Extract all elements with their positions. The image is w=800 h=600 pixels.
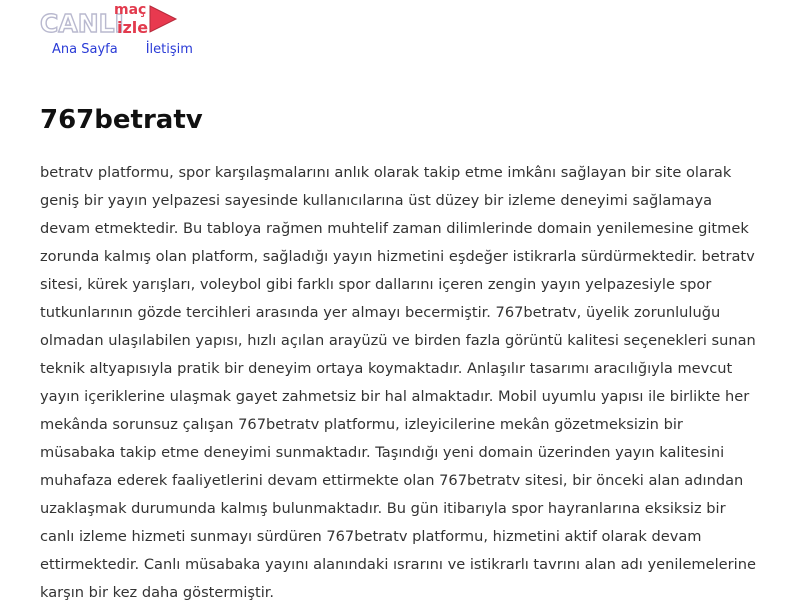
site-logo[interactable] — [40, 0, 180, 40]
main-nav — [52, 41, 193, 59]
site-header — [40, 0, 760, 66]
article-body: betratv platformu, spor karşılaşmalarını anlık olarak takip etme imkânı sağlayan bir site olarak geniş bir yayın yelpazesi sayesinde kullanıcılarına üst düzey bir izleme deneyimi sağlamaya devam etmektedir. Bu tabloya rağmen muhtelif zaman dilimlerinde domain yenilemesine gitmek zorunda kalmış olan platform, sağladığı yayın hizmetini eşdeğer istikrarla sürdürmektedir. betratv sitesi, kürek yarışları, voleybol gibi farklı spor dallarını içeren zengin yayın yelpazesiyle spor tutkunlarının gözde tercihleri arasında yer almayı becermiştir. 767betratv, üyelik zorunluluğu olmadan ulaşılabilen yapısı, hızlı açılan arayüzü ve birden fazla görüntü kalitesi seçenekleri sunan teknik altyapısıyla pratik bir deneyim ortaya koymaktadır. Anlaşılır tasarımı aracılığıyla mevcut yayın içeriklerine ulaşmak gayet zahmetsiz bir hal almaktadır. Mobil uyumlu yapısı ile birlikte her mekânda sorunsuz çalışan 767betratv platformu, izleyicilerine mekân gözetmeksizin bir müsabaka takip etme deneyimi sunmaktadır. Taşındığı yeni domain üzerinden yayın kalitesini muhafaza ederek faaliyetlerini devam ettirmekte olan 767betratv sitesi, bir önceki alan adından uzaklaşmak durumunda kalmış bulunmaktadır. Bu gün itibarıyla spor hayranlarına eksiksiz bir canlı izleme hizmeti sunmayı sürdüren 767betratv platformu, hizmetini aktif olarak devam ettirmektedir. Canlı müsabaka yayını alanındaki ısrarını ve istikrarlı tavrını alan adı yenilemelerine karşın bir kez daha göstermiştir. — [40, 164, 756, 600]
nav-link-home[interactable]: Ana Sayfa — [52, 42, 118, 57]
logo-word-bottom: izle — [117, 18, 149, 37]
page-title: 767betratv — [40, 105, 203, 135]
nav-link-contact[interactable]: İletişim — [145, 42, 193, 57]
play-icon — [150, 6, 176, 32]
logo-word-top: maç — [114, 2, 147, 18]
logo-word-main: CANLI — [40, 9, 124, 38]
